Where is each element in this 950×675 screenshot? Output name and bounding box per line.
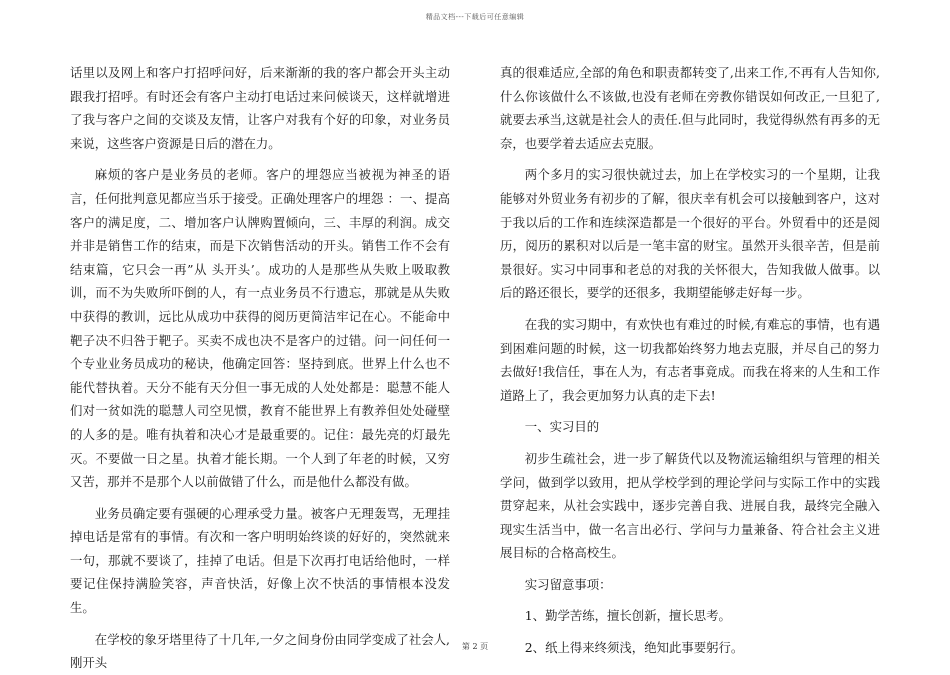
subheading: 实习留意事项： (524, 576, 612, 592)
paragraph: 两个多月的实习很快就过去，加上在学校实习的一个星期，让我能够对外贸业务有初步的了解，很庆幸有机会可以接触到客户，这对于我以后的工作和连续深造都是一个很好的平台。外贸看中的还是阅历，阅历的累积对以后是一笔丰富的财宝。虽然开头很辛苦，但是前景很好。实习中同事和老总的对我的关怀很大，告知我做人做事。以后的路还很长，要学的还很多，我期望能够走好每一步。 (500, 167, 880, 301)
paragraph: 麻烦的客户是业务员的老师。客户的埋怨应当被视为神圣的语言，任何批判意见都应当乐于接受。正确处理客户的埋怨 ：一、提高客户的满足度，二、增加客户认牌购置倾向，三、丰厚的利润。成交并非是销售工作的结束，而是下次销售活动的开头。销售工作不会有结束篇，它只会一再”从 头开头’。成功的人是那些从失败上吸取教训，而不为失败所吓倒的人，有一点业务员不行遗忘，那就是从失败中获得的教训，远比从成功中获得的阅历更简洁牢记在心。不能命中靶子决不归咎于靶子。买卖不成也决不是客户的过错。问一问任何一个专业业务员成功的秘诀，他确定回答：坚持到底。世界上什么也不能代替执着。天分不能有天分但一事无成的人处处都是：聪慧不能人们对一贫如洗的聪慧人司空见惯，教育不能世界上有教养但处处碰壁的人多的是。唯有执着和决心才是最重要的。记住：最先亮的灯最先灭。不要做一日之星。执着才能长期。一个人到了年老的时候，又穷又苦，那并不是那个人以前做错了什么，而是他什么都没有做。 (70, 167, 450, 490)
section-heading: 一、实习目的 (524, 419, 600, 435)
page-number: 第 2 页 (461, 642, 489, 651)
list-item: 2、纸上得来终须浅，绝知此事要躬行。 (524, 640, 744, 656)
left-column (70, 61, 450, 675)
paragraph: 业务员确定要有强硬的心理承受力量。被客户无理轰骂，无理挂掉电话是常有的事情。有次和一客户明明始终谈的好好的，突然就来一句，那就不要谈了，挂掉了电话。但是下次再打电话给他时，一样要记住保持满脸笑容，声音快活，好像上次不快活的事情根本没发生。 (70, 505, 450, 616)
paragraph: 真的很难适应,全部的角色和职责都转变了,出来工作,不再有人告知你,什么你该做什么不该做,也没有老师在旁教你错误如何改正,一旦犯了,就要去承当,这就是社会人的责任.但与此同时，我觉得纵然有再多的无奈，也要学着去适应去克服。 (500, 65, 880, 151)
right-column (500, 61, 880, 660)
page-header: 精品文档---下载后可任意编辑 (425, 13, 525, 21)
paragraph: 话里以及网上和客户打招呼问好，后来渐渐的我的客户都会开头主动跟我打招呼。有时还会有客户主动打电话过来问候谈天，这样就增进了我与客户之间的交谈及友情，让客户对我有个好的印象，对业务员来说，这些客户资源是日后的潜在力。 (70, 65, 450, 151)
paragraph: 初步生疏社会，进一步了解货代以及物流运输组织与管理的相关学问，做到学以致用，把从学校学到的理论学问与实际工作中的实践贯穿起来，从社会实践中，逐步完善自我、进展自我，最终完全融入现实生活当中，做一名言出必行、学问与力量兼备、符合社会主义进展目标的合格高校生。 (500, 450, 880, 561)
list-item: 1、勤学苦练，擅长创新，擅长思考。 (524, 608, 731, 624)
paragraph: 在我的实习期中，有欢快也有难过的时候,有难忘的事情，也有遇到困难问题的时候，这一切我都始终努力地去克服，并尽自己的努力去做好!我信任，事在人为，有志者事竟成。而我在将来的人生和工作道路上了，我会更加努力认真的走下去! (500, 316, 880, 403)
paragraph: 在学校的象牙塔里待了十几年,一夕之间身份由同学变成了社会人,刚开头 (70, 631, 450, 671)
